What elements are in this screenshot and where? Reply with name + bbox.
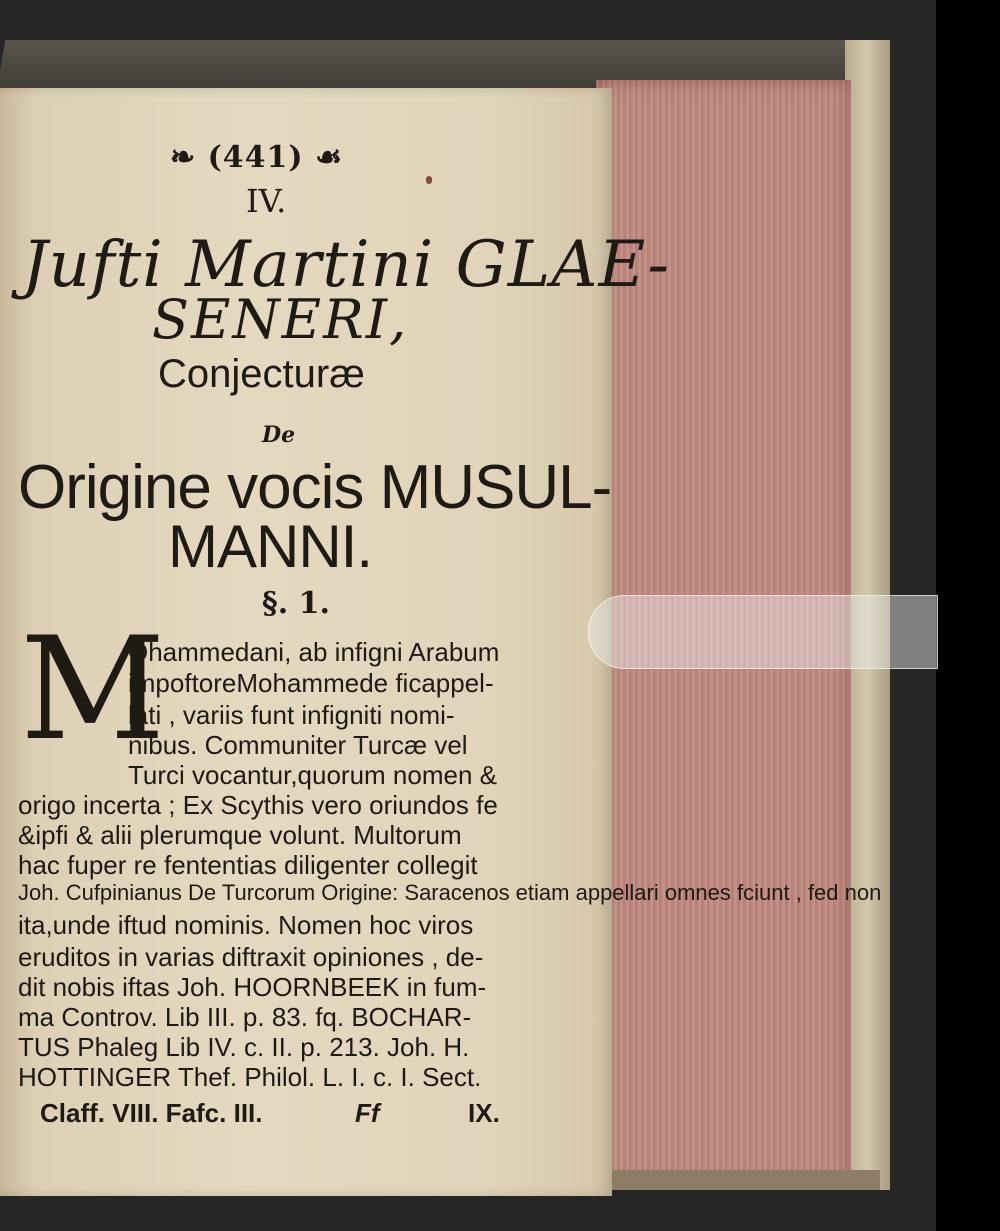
page-number: (441) (207, 140, 304, 175)
body-line: TUS Phaleg Lib IV. c. II. p. 213. Joh. H. (18, 1032, 470, 1062)
catchword: IX. (468, 1098, 500, 1128)
subject-line-1: Origine vocis MUSUL- (18, 453, 612, 522)
body-line: Turci vocantur,quorum nomen & (128, 760, 497, 790)
ornament-left-icon: ❧ (170, 140, 197, 175)
subject-line-2: MANNI. (168, 513, 372, 580)
body-line: Joh. Cufpinianus De Turcorum Origine: Saracenos etiam appellari omnes fciunt , fed non (18, 880, 882, 905)
body-line: hac fuper re fententias diligenter collegit (18, 850, 478, 880)
body-line: dit nobis iftas Joh. HOORNBEEK in fum- (18, 972, 487, 1002)
title-line-2: SENERI, (152, 288, 409, 351)
body-line: eruditos in varias diftraxit opiniones , de- (18, 942, 484, 972)
ornament-right-icon: ☙ (315, 140, 343, 175)
body-line: ita,unde iftud nominis. Nomen hoc viros (18, 910, 474, 940)
body-line: impoftoreMohammede ficappel- (128, 668, 494, 698)
signature-mark: Ff (355, 1098, 380, 1128)
body-line: ma Controv. Lib III. p. 83. fq. BOCHAR- (18, 1002, 472, 1032)
ink-spot (426, 176, 432, 184)
body-line: nibus. Communiter Turcæ vel (128, 730, 468, 760)
heading-conjecturae: Conjecturæ (158, 352, 365, 396)
section-mark: §. 1. (262, 586, 330, 621)
body-line: HOTTINGER Thef. Philol. L. I. c. I. Sect. (18, 1062, 482, 1092)
title-line-1: Jufti Martini GLAE- (22, 228, 670, 302)
body-line: &ipfi & alii plerumque volunt. Multorum (18, 820, 462, 850)
body-line: origo incerta ; Ex Scythis vero oriundos fe (18, 790, 498, 820)
body-line: Ohammedani, ab infigni Arabum (128, 637, 500, 667)
body-line: lati , variis funt infigniti nomi- (128, 700, 455, 730)
drop-cap: M (20, 607, 166, 772)
footer-class: Claff. VIII. Fafc. III. (40, 1098, 263, 1128)
bookmark-strip (588, 595, 938, 669)
chapter-numeral: IV. (246, 182, 287, 220)
page-header (170, 140, 343, 175)
page-edges-bottom (600, 1170, 880, 1190)
heading-de: De (262, 422, 296, 448)
black-border (936, 0, 1000, 1231)
